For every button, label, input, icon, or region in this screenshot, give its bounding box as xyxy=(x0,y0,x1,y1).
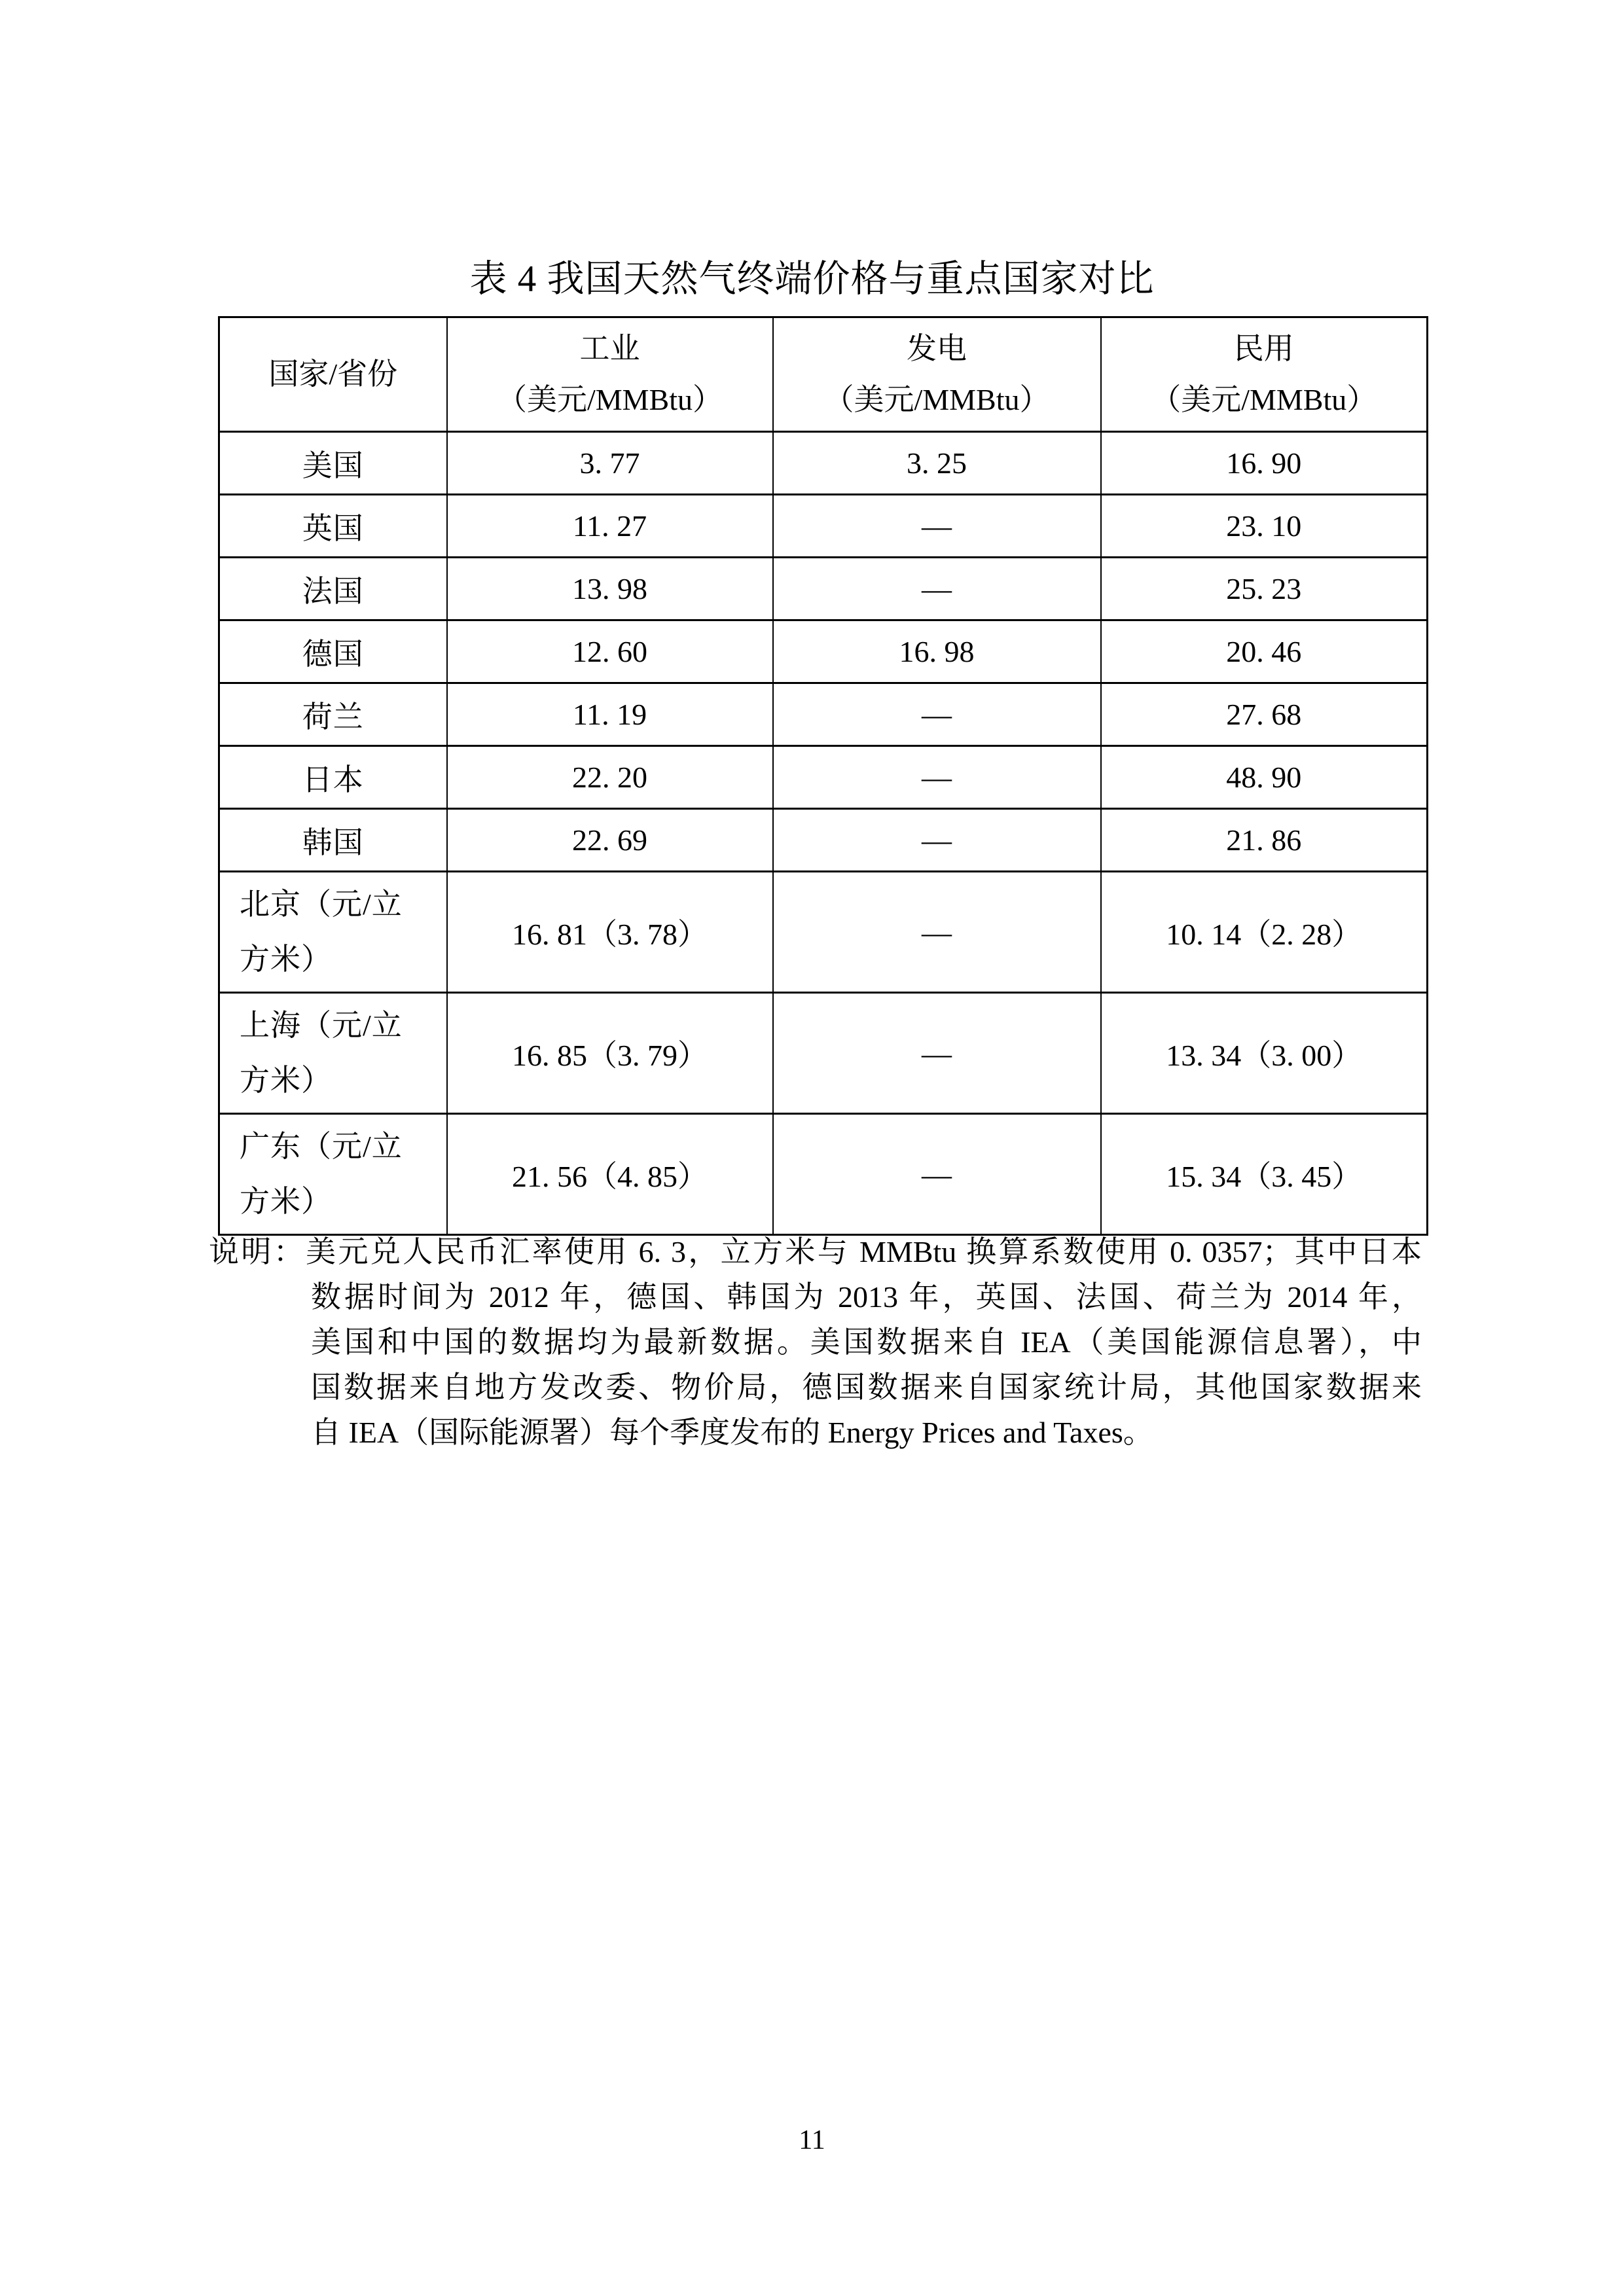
region-cell: 日本 xyxy=(219,746,447,809)
table-row xyxy=(219,993,1428,1114)
note-line: 国数据来自地方发改委、物价局，德国数据来自国家统计局，其他国家数据来 xyxy=(311,1371,1422,1404)
industry-cell: 16. 81（3. 78） xyxy=(447,872,773,993)
region-cell: 广东（元/立 方米） xyxy=(219,1114,447,1235)
region-cell: 荷兰 xyxy=(219,683,447,746)
residential-cell: 16. 90 xyxy=(1101,432,1428,495)
header-industry xyxy=(447,317,773,432)
header-power-label: 发电 xyxy=(907,332,967,365)
power-cell: — xyxy=(773,683,1101,746)
industry-cell: 3. 77 xyxy=(447,432,773,495)
power-cell: — xyxy=(773,746,1101,809)
note-line: 数据时间为 2012 年，德国、韩国为 2013 年，英国、法国、荷兰为 2014 年， xyxy=(311,1280,1422,1314)
power-cell: — xyxy=(773,993,1101,1114)
industry-cell: 13. 98 xyxy=(447,558,773,620)
industry-cell: 22. 20 xyxy=(447,746,773,809)
header-industry-unit: （美元/MMBtu） xyxy=(496,383,723,416)
industry-cell: 12. 60 xyxy=(447,620,773,683)
region-cell: 上海（元/立 方米） xyxy=(219,993,447,1114)
residential-cell: 23. 10 xyxy=(1101,495,1428,558)
power-cell: — xyxy=(773,558,1101,620)
note-line: 说明：美元兑人民币汇率使用 6. 3，立方米与 MMBtu 换算系数使用 0. 0357；其中日本 xyxy=(209,1235,1422,1268)
residential-cell: 10. 14（2. 28） xyxy=(1101,872,1428,993)
residential-cell: 48. 90 xyxy=(1101,746,1428,809)
note-line: 美国和中国的数据均为最新数据。美国数据来自 IEA（美国能源信息署），中 xyxy=(311,1325,1422,1359)
region-cell: 英国 xyxy=(219,495,447,558)
table-notes xyxy=(209,1229,1422,1455)
region-cell: 韩国 xyxy=(219,809,447,872)
power-cell: — xyxy=(773,1114,1101,1235)
header-residential xyxy=(1101,317,1428,432)
table-body xyxy=(219,432,1428,1235)
table-row xyxy=(219,495,1428,558)
table-row xyxy=(219,1114,1428,1235)
residential-cell: 15. 34（3. 45） xyxy=(1101,1114,1428,1235)
industry-cell: 11. 19 xyxy=(447,683,773,746)
region-cell: 法国 xyxy=(219,558,447,620)
table-row xyxy=(219,809,1428,872)
table-row xyxy=(219,683,1428,746)
header-industry-label: 工业 xyxy=(579,332,640,365)
industry-cell: 16. 85（3. 79） xyxy=(447,993,773,1114)
region-cell: 德国 xyxy=(219,620,447,683)
table-row xyxy=(219,620,1428,683)
table-title: 表 4 我国天然气终端价格与重点国家对比 xyxy=(469,259,1155,300)
region-cell: 美国 xyxy=(219,432,447,495)
header-residential-label: 民用 xyxy=(1233,332,1294,365)
page-number: 11 xyxy=(799,2125,825,2155)
table-row xyxy=(219,432,1428,495)
power-cell: — xyxy=(773,495,1101,558)
table-row xyxy=(219,872,1428,993)
header-row xyxy=(219,317,1428,432)
industry-cell: 22. 69 xyxy=(447,809,773,872)
header-power xyxy=(773,317,1101,432)
region-cell: 北京（元/立 方米） xyxy=(219,872,447,993)
industry-cell: 11. 27 xyxy=(447,495,773,558)
residential-cell: 13. 34（3. 00） xyxy=(1101,993,1428,1114)
power-cell: — xyxy=(773,872,1101,993)
table-row xyxy=(219,558,1428,620)
power-cell: 16. 98 xyxy=(773,620,1101,683)
note-line: 自 IEA（国际能源署）每个季度发布的 Energy Prices and Taxes。 xyxy=(311,1416,1153,1449)
header-residential-unit: （美元/MMBtu） xyxy=(1151,383,1377,416)
header-region-label: 国家/省份 xyxy=(268,357,398,391)
header-power-unit: （美元/MMBtu） xyxy=(823,383,1050,416)
residential-cell: 20. 46 xyxy=(1101,620,1428,683)
header-region xyxy=(219,317,447,432)
power-cell: 3. 25 xyxy=(773,432,1101,495)
residential-cell: 25. 23 xyxy=(1101,558,1428,620)
industry-cell: 21. 56（4. 85） xyxy=(447,1114,773,1235)
gas-price-comparison-table xyxy=(218,316,1428,1236)
residential-cell: 21. 86 xyxy=(1101,809,1428,872)
residential-cell: 27. 68 xyxy=(1101,683,1428,746)
table-row xyxy=(219,746,1428,809)
power-cell: — xyxy=(773,809,1101,872)
